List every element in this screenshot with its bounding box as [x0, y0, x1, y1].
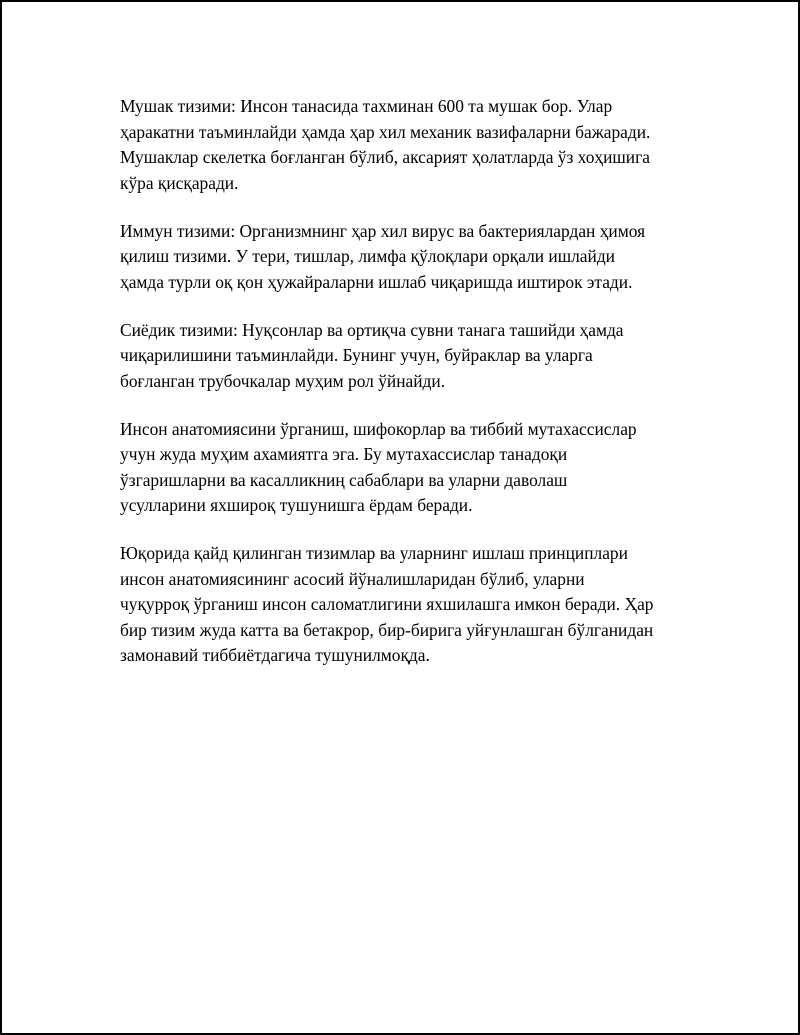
text-line: боғланган трубочкалар муҳим рол ўйнайди. [120, 370, 446, 391]
text-line: чуқурроқ ўрганиш инсон саломатлигини яхшилашга имкон беради. Ҳар [120, 594, 654, 614]
document-body [120, 94, 720, 691]
text-line: усулларини яхшироқ тушунишга ёрдам беради. [120, 495, 473, 515]
text-line: ҳаракатни таъминлайди ҳамда ҳар хил механик вазифаларни бажаради. [120, 121, 651, 142]
text-line: Иммун тизими: Организмнинг ҳар хил вирус ва бактериялардан ҳимоя [120, 220, 646, 241]
text-line: Юқорида қайд қилинган тизимлар ва уларнинг ишлаш принциплари [120, 543, 628, 563]
text-line: Сиёдик тизими: Нуқсонлар ва ортиқча сувни танага ташийди ҳамда [120, 319, 624, 340]
text-line: Мушаклар скелетка боғланган бўлиб, аксарият ҳолатларда ўз хоҳишига [120, 147, 650, 167]
paragraph-anatomy-study [120, 417, 720, 519]
text-line: кўра қисқаради. [120, 172, 239, 193]
paragraph-conclusion [120, 541, 720, 669]
paragraph-muscular-system [120, 94, 720, 196]
paragraph-urinary-system [120, 318, 720, 395]
text-line: ўзгаришларни ва касалликниң сабаблари ва уларни даволаш [120, 469, 568, 490]
text-line: замонавий тиббиётдагича тушунилмоқда. [120, 645, 430, 665]
text-line: учун жуда муҳим ахамиятга эга. Бу мутахассислар танадоқи [120, 444, 568, 464]
text-line: бир тизим жуда катта ва бетакрор, бир-бирига уйғунлашган бўлганидан [120, 619, 654, 640]
text-line: ҳамда турли оқ қон ҳужайраларни ишлаб чиқаришда иштирок этади. [120, 271, 633, 292]
text-line: инсон анатомиясининг асосий йўналишларидан бўлиб, уларни [120, 568, 585, 589]
paragraph-immune-system [120, 219, 720, 296]
text-line: чиқарилишини таъминлайди. Бунинг учун, буйраклар ва уларга [120, 345, 593, 365]
text-line: қилиш тизими. У тери, тишлар, лимфа қўлоқлари орқали ишлайди [120, 246, 615, 266]
text-line: Инсон анатомиясини ўрганиш, шифокорлар ва тиббий мутахассислар [120, 418, 637, 439]
text-line: Мушак тизими: Инсон танасида тахминан 600 та мушак бор. Улар [120, 96, 613, 116]
